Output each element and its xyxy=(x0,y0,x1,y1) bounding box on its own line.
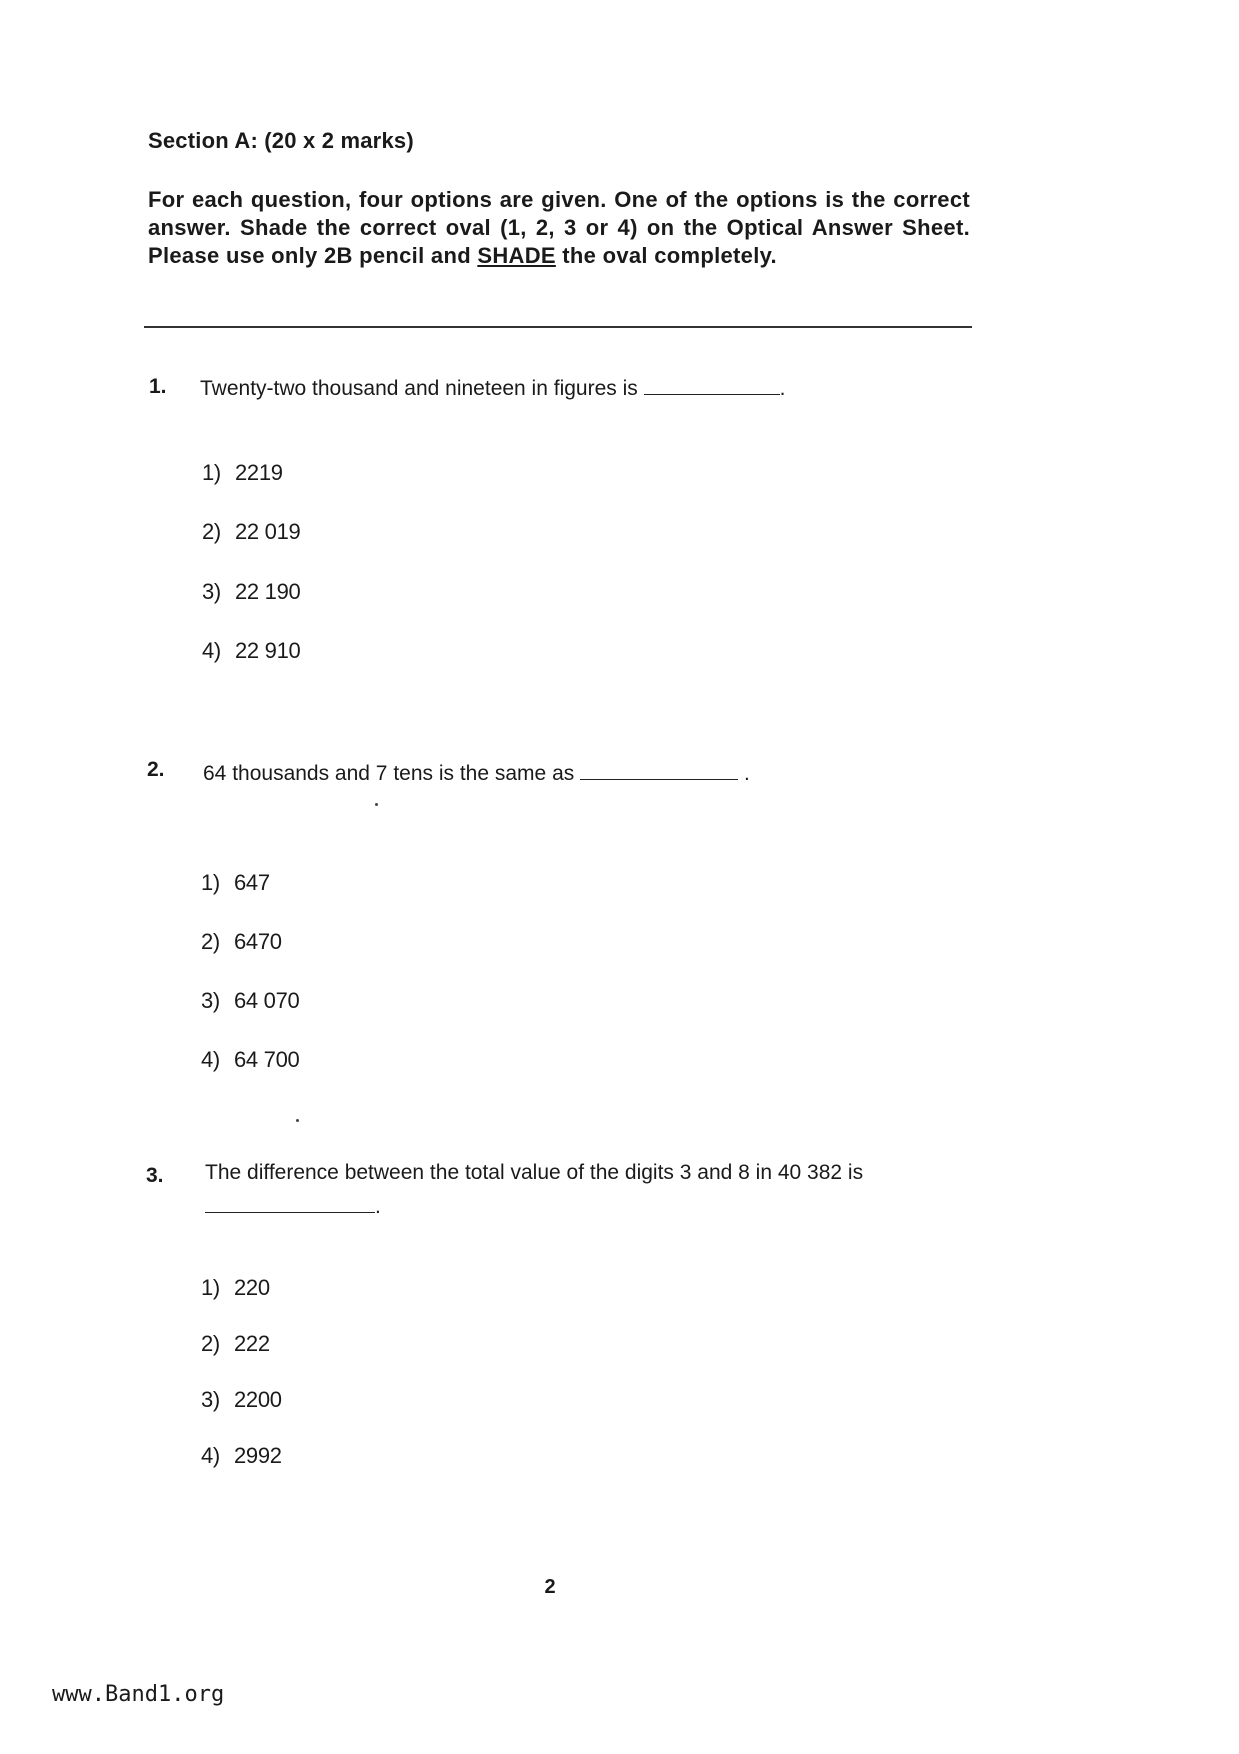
option-value: 220 xyxy=(234,1275,270,1300)
question-3-text xyxy=(205,1156,975,1224)
question-2-number: 2. xyxy=(147,758,165,781)
instructions-text: For each question, four options are given. One of the options is the correct answer. Shade the correct oval (1, 2, 3 or 4) on the Optical Answer Sheet. Please use only 2B pencil and xyxy=(148,187,970,268)
option-label: 4) xyxy=(202,638,221,663)
option-value: 222 xyxy=(234,1331,270,1356)
answer-blank xyxy=(205,1194,375,1213)
question-3-stem: The difference between the total value of the digits 3 and 8 in 40 382 is xyxy=(205,1161,864,1184)
option-label: 1) xyxy=(201,1275,220,1300)
option-value: 22 190 xyxy=(235,579,301,604)
question-2-end: . xyxy=(743,762,750,785)
option-label: 3) xyxy=(201,1387,220,1412)
option-value: 6470 xyxy=(234,929,282,954)
option-value: 22 910 xyxy=(235,638,301,663)
answer-blank xyxy=(644,376,780,395)
question-1-text xyxy=(200,372,785,406)
question-2-stem: 64 thousands and 7 tens is the same as xyxy=(203,762,575,785)
option-value: 22 019 xyxy=(235,519,301,544)
option-value: 2992 xyxy=(234,1443,282,1468)
instructions-emphasis: SHADE xyxy=(477,243,556,268)
option-label: 1) xyxy=(202,460,221,485)
question-1-stem: Twenty-two thousand and nineteen in figures is xyxy=(200,377,638,400)
option-label: 3) xyxy=(201,988,220,1013)
section-title: Section A: (20 x 2 marks) xyxy=(148,128,414,153)
question-1-option-4 xyxy=(202,638,301,664)
option-label: 4) xyxy=(201,1443,220,1468)
instructions-text-end: the oval completely. xyxy=(555,243,777,268)
question-1-number: 1. xyxy=(149,375,167,398)
option-label: 4) xyxy=(201,1047,220,1072)
scan-speck xyxy=(296,1119,299,1122)
question-1-end: . xyxy=(779,377,786,400)
option-value: 64 070 xyxy=(234,988,300,1013)
option-value: 2200 xyxy=(234,1387,282,1412)
question-1-option-3 xyxy=(202,579,301,605)
question-1-option-1 xyxy=(202,460,283,486)
question-2-option-1 xyxy=(201,870,270,896)
answer-blank xyxy=(580,761,738,780)
question-3-end: . xyxy=(375,1195,381,1218)
question-2-text xyxy=(203,757,750,791)
instructions xyxy=(148,186,970,270)
question-3-option-3 xyxy=(201,1387,282,1413)
option-value: 647 xyxy=(234,870,270,895)
option-label: 2) xyxy=(201,929,220,954)
question-3-option-4 xyxy=(201,1443,282,1469)
section-divider xyxy=(144,326,972,328)
option-label: 2) xyxy=(202,519,221,544)
question-2-option-2 xyxy=(201,929,282,955)
question-3-option-1 xyxy=(201,1275,270,1301)
option-label: 1) xyxy=(201,870,220,895)
option-value: 2219 xyxy=(235,460,283,485)
option-value: 64 700 xyxy=(234,1047,300,1072)
question-1-option-2 xyxy=(202,519,301,545)
scan-speck xyxy=(375,803,378,806)
question-3-option-2 xyxy=(201,1331,270,1357)
page-number: 2 xyxy=(544,1576,556,1598)
option-label: 3) xyxy=(202,579,221,604)
question-2-option-4 xyxy=(201,1047,300,1073)
watermark: www.Band1.org xyxy=(52,1682,225,1707)
option-label: 2) xyxy=(201,1331,220,1356)
question-2-option-3 xyxy=(201,988,300,1014)
question-3-number: 3. xyxy=(146,1164,164,1187)
